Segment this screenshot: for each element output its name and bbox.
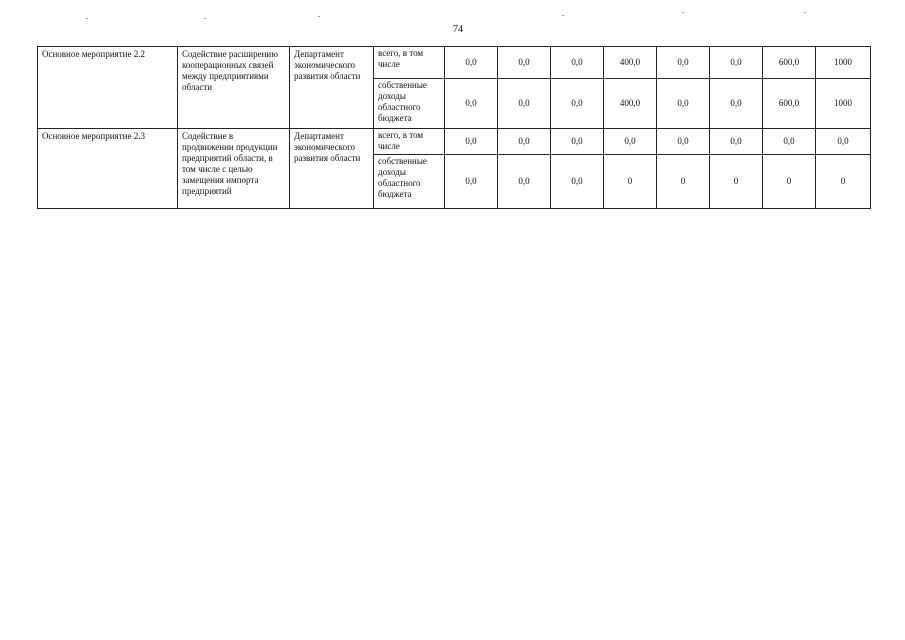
value-cell: 0,0 xyxy=(445,47,498,79)
funding-source-cell: собственные доходы областного бюджета xyxy=(374,155,445,209)
value-cell: 0,0 xyxy=(710,47,763,79)
table-row xyxy=(38,47,871,79)
value-cell: 0,0 xyxy=(551,129,604,155)
value-cell: 400,0 xyxy=(604,79,657,129)
value-cell: 0,0 xyxy=(816,129,871,155)
value-cell: 0,0 xyxy=(710,79,763,129)
scan-speck xyxy=(682,12,684,13)
value-cell: 0,0 xyxy=(657,129,710,155)
value-cell: 0,0 xyxy=(445,79,498,129)
value-cell: 0,0 xyxy=(498,47,551,79)
page-number: 74 xyxy=(453,24,463,35)
value-cell: 400,0 xyxy=(604,47,657,79)
funding-table xyxy=(37,46,871,209)
value-cell: 0,0 xyxy=(657,79,710,129)
measure-name-cell: Основное мероприятие 2.2 xyxy=(38,47,178,129)
value-cell: 0,0 xyxy=(763,129,816,155)
value-cell: 0,0 xyxy=(498,155,551,209)
executor-cell: Департамент экономического развития области xyxy=(290,129,374,209)
value-cell: 0,0 xyxy=(657,47,710,79)
scan-speck xyxy=(804,12,806,13)
value-cell: 0,0 xyxy=(445,155,498,209)
value-cell: 0,0 xyxy=(551,155,604,209)
funding-source-cell: собственные доходы областного бюджета xyxy=(374,79,445,129)
table-row xyxy=(38,129,871,155)
scan-speck xyxy=(562,15,564,16)
value-cell: 0,0 xyxy=(445,129,498,155)
value-cell: 0,0 xyxy=(551,79,604,129)
value-cell: 0,0 xyxy=(604,129,657,155)
scan-speck xyxy=(318,16,320,17)
value-cell: 0 xyxy=(710,155,763,209)
funding-source-cell: всего, в том числе xyxy=(374,47,445,79)
executor-cell: Департамент экономического развития области xyxy=(290,47,374,129)
value-cell: 1000 xyxy=(816,47,871,79)
value-cell: 0,0 xyxy=(551,47,604,79)
scan-speck xyxy=(86,18,88,19)
value-cell: 0,0 xyxy=(710,129,763,155)
value-cell: 0 xyxy=(604,155,657,209)
measure-name-cell: Основное мероприятие 2.3 xyxy=(38,129,178,209)
value-cell: 0,0 xyxy=(498,79,551,129)
funding-source-cell: всего, в том числе xyxy=(374,129,445,155)
measure-description-cell: Содействие в продвижении продукции предприятий области, в том числе с целью замещения импорта предприятий xyxy=(178,129,290,209)
value-cell: 600,0 xyxy=(763,79,816,129)
value-cell: 0 xyxy=(816,155,871,209)
value-cell: 0,0 xyxy=(498,129,551,155)
value-cell: 0 xyxy=(657,155,710,209)
value-cell: 1000 xyxy=(816,79,871,129)
value-cell: 600,0 xyxy=(763,47,816,79)
value-cell: 0 xyxy=(763,155,816,209)
measure-description-cell: Содействие расширению кооперационных связей между предприятиями области xyxy=(178,47,290,129)
scan-speck xyxy=(204,18,206,19)
